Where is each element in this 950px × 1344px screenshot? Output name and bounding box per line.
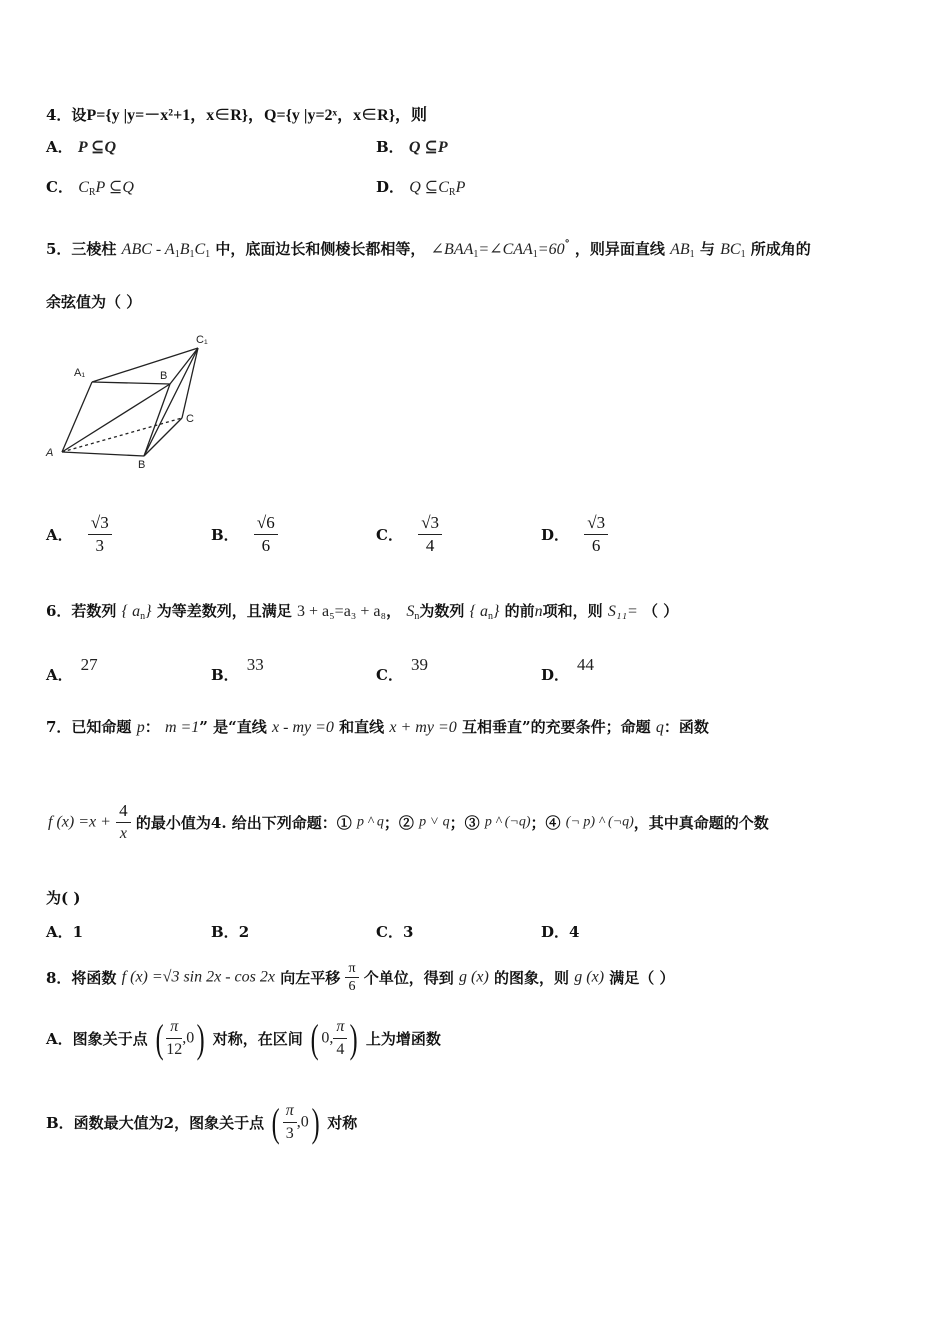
q6-option-a: A．27 [46,655,98,684]
prism-figure [40,330,230,475]
q4-option-a: A． P ⊆Q [46,138,117,156]
edge-b-b1 [144,384,170,456]
q4-option-b: B． Q ⊆P [376,138,448,156]
label-c: C [186,413,194,425]
label-c1: C₁ [196,334,208,346]
edge-a-b [62,452,144,456]
q5-option-d: D． $\frac{√3}{6}$ [541,512,608,557]
diagonal-b-c1 [144,348,198,456]
label-b1: B [160,370,168,382]
label-a: A [46,447,54,459]
q4-option-c: C． $C_RP$ ⊆Q [46,178,134,198]
q7-option-a: A．1 [46,923,84,941]
q6-stem: 6．若数列 { $a_n$} 为等差数列，且满足 3 + a₅=a₃ + a₈， $S_n$为数列 { $a_n$} 的前n项和，则 S₁₁= （ ） [46,602,679,622]
diagonal-a-b1 [62,384,170,452]
q7-option-c: C．3 [376,923,414,941]
q8-option-a: A．图象关于点 ( $\frac{\pi}{12}$ ,0) 对称，在区间 ( 0, $\frac{\pi}{4}$ ) 上为增函数 [46,1015,441,1061]
q7-stem-line3: 为( ) [46,889,81,907]
q6-option-d: D．44 [541,655,595,684]
q5-option-b: B． $\frac{√6}{6}$ [211,512,278,557]
q6-option-c: C．39 [376,655,428,684]
edge-a-a1 [62,382,92,452]
q7-option-d: D．4 [541,923,580,941]
q5-stem-line2: 余弦值为（ ） [46,293,142,311]
q4-stem: 4．设P={y |y=－x²+1，x∈R}，Q={y |y=2ˣ，x∈R}，则 [46,106,427,124]
q8-option-b: B．函数最大值为2，图象关于点 ( $\frac{\pi}{3}$ ,0) 对称 [46,1099,358,1145]
q4-option-d: D． Q $⊆C_RP$ [376,178,466,198]
label-a1: A₁ [74,367,86,379]
edge-a1-b1 [92,382,170,384]
q7-option-b: B．2 [211,923,250,941]
edge-a1-c1 [92,348,198,382]
q7-stem-line2: f (x) =x + $\frac{4}{x}$ 的最小值为4. 给出下列命题：① p ^ q；② p ˅ q；③ p ^ (¬q)；④ (¬ p) ^ (¬q)，其中真命题的个数 [48,801,769,842]
q8-stem: 8．将函数 f (x) =√3 sin 2x - cos 2x 向左平移 $\frac{\pi}{6}$ 个单位，得到 g (x) 的图象，则 g (x) 满足（ ） [46,961,675,994]
q5-option-a: A． $\frac{√3}{3}$ [46,512,112,557]
label-b: B [138,459,146,471]
q7-stem-line1: 7．已知命题 p： m =1” 是“直线 x - my =0 和直线 x + my =0 互相垂直”的充要条件；命题 q：函数 [46,718,709,736]
q5-stem-line1: 5．三棱柱 ABC - $A_1B_1C_1$ 中，底面边长和侧棱长都相等， $\angle BAA_1=\angle CAA_1=60^\circ$ ，则异面直线 $AB_1$ 与 $BC_1$ 所成角的 [46,239,811,260]
q6-option-b: B．33 [211,655,264,684]
hidden-edge-a-c [62,418,182,452]
q5-option-c: C． $\frac{√3}{4}$ [376,512,442,557]
